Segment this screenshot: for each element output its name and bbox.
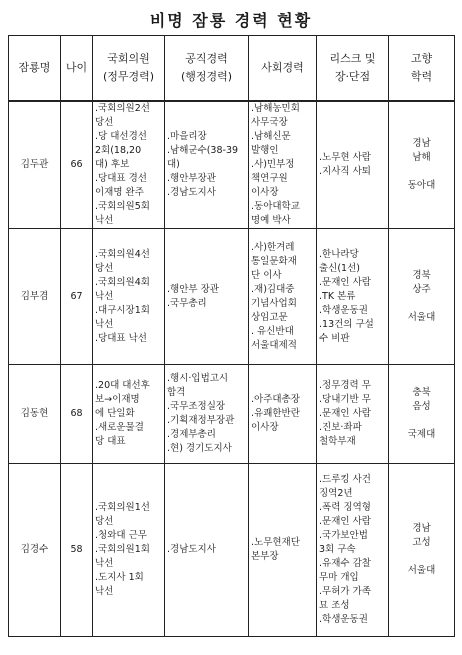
assembly-line: 2회(18,20 bbox=[95, 145, 142, 156]
risk-line: .노무현 사람 bbox=[319, 152, 371, 163]
public-line: .경제부총리 bbox=[167, 429, 216, 440]
social-line: 단 이사 bbox=[251, 269, 282, 281]
header-social: 사회경력 bbox=[249, 36, 317, 102]
assembly-line: .청와대 근무 bbox=[95, 530, 147, 541]
public-line: .국무조정실장 bbox=[167, 401, 226, 412]
hometown-line: 충북 bbox=[412, 387, 431, 398]
table-row bbox=[9, 464, 455, 637]
risk-line: 3회 구속 bbox=[319, 544, 356, 555]
social-line: . 유신반대 bbox=[251, 325, 294, 337]
cell-name: 김동현 bbox=[9, 365, 61, 464]
public-line: 대) bbox=[167, 159, 180, 170]
social-line: 이사장 bbox=[251, 187, 279, 198]
table-row bbox=[9, 101, 455, 229]
assembly-line: 낙선 bbox=[95, 215, 114, 226]
cell-hometown bbox=[389, 365, 455, 464]
cell-assembly bbox=[93, 229, 165, 365]
social-line: .사)민부정 bbox=[251, 159, 295, 170]
public-line: .행시·입법고시 bbox=[167, 373, 229, 384]
page-title: 비명 잠룡 경력 현황 bbox=[149, 11, 313, 30]
header-hometown-line2: 학력 bbox=[410, 70, 433, 83]
hometown-line: 동아대 bbox=[407, 180, 436, 191]
cell-risk bbox=[317, 365, 389, 464]
public-line: .현) 경기도지사 bbox=[167, 443, 232, 454]
social-line: .남해신문 bbox=[251, 131, 291, 142]
risk-line: .진보·좌파 bbox=[319, 422, 362, 433]
public-line: .경남도지사 bbox=[167, 187, 216, 198]
cell-age: 68 bbox=[61, 365, 93, 464]
cell-risk bbox=[317, 229, 389, 365]
cell-public bbox=[165, 365, 249, 464]
assembly-line: 에 단일화 bbox=[95, 408, 135, 419]
public-line: .행안부장관 bbox=[167, 173, 216, 184]
risk-line: .TK 본류 bbox=[319, 290, 356, 302]
risk-line: .문재인 사람 bbox=[319, 276, 371, 288]
header-assembly bbox=[93, 36, 165, 102]
assembly-line: 낙선 bbox=[95, 558, 114, 569]
public-line: .마을리장 bbox=[167, 131, 207, 142]
social-line: .동아대학교 bbox=[251, 201, 300, 212]
public-line: .기획재정부장관 bbox=[167, 415, 235, 426]
table-row bbox=[9, 229, 455, 365]
hometown-line: 남해 bbox=[412, 152, 431, 163]
header-name: 잠룡명 bbox=[9, 36, 61, 102]
hometown-line: 서울대 bbox=[407, 311, 436, 323]
social-line: 상임고문 bbox=[251, 311, 288, 323]
hometown-line bbox=[390, 550, 453, 564]
cell-age: 67 bbox=[61, 229, 93, 365]
header-risk-line2: 장·단점 bbox=[334, 70, 371, 83]
header-age: 나이 bbox=[61, 36, 93, 102]
header-risk bbox=[317, 36, 389, 102]
cell-name: 김두관 bbox=[9, 101, 61, 229]
hometown-line: 경남 bbox=[412, 138, 431, 149]
social-line: .노무현재단 bbox=[251, 537, 300, 548]
assembly-line: 당선 bbox=[95, 516, 114, 527]
header-assembly-line1: 국회의원 bbox=[107, 52, 150, 65]
header-public bbox=[165, 36, 249, 102]
table-row bbox=[9, 365, 455, 464]
assembly-line: .20대 대선후 bbox=[95, 380, 150, 391]
cell-social bbox=[249, 365, 317, 464]
assembly-line: .도지사 1회 bbox=[95, 572, 144, 583]
assembly-line: .국회의원4회 bbox=[95, 276, 150, 288]
public-line: .남해군수(38-39 bbox=[167, 145, 239, 156]
social-line: 통일문화재 bbox=[251, 255, 297, 267]
cell-public bbox=[165, 464, 249, 637]
assembly-line: .대구시장1회 bbox=[95, 304, 150, 316]
risk-line: .지사직 사퇴 bbox=[319, 166, 371, 177]
hometown-line bbox=[390, 165, 453, 179]
header-hometown-line1: 고향 bbox=[410, 52, 433, 65]
public-line: .경남도지사 bbox=[167, 544, 216, 555]
cell-hometown bbox=[389, 229, 455, 365]
public-line: .국무총리 bbox=[167, 297, 207, 309]
assembly-line: .당대표 경선 bbox=[95, 173, 147, 184]
hometown-line bbox=[390, 297, 453, 311]
social-line: 사무국장 bbox=[251, 117, 288, 128]
risk-line: .13건의 구설 bbox=[319, 318, 374, 330]
cell-age: 58 bbox=[61, 464, 93, 637]
cell-hometown bbox=[389, 101, 455, 229]
assembly-line: .새로운물결 bbox=[95, 422, 144, 433]
assembly-line: 낙선 bbox=[95, 586, 114, 597]
social-line: 서울대제적 bbox=[251, 339, 297, 351]
header-public-line1: 공직경력 bbox=[185, 52, 228, 65]
social-line: 기념사업회 bbox=[251, 297, 297, 309]
social-line: 이사장 bbox=[251, 422, 279, 433]
cell-social bbox=[249, 229, 317, 365]
public-line: .행안부 장관 bbox=[167, 283, 219, 295]
hometown-line: 고성 bbox=[412, 537, 431, 548]
risk-line: 수 비판 bbox=[319, 332, 350, 344]
risk-line: .학생운동권 bbox=[319, 614, 368, 625]
header-risk-line1: 리스크 및 bbox=[329, 52, 376, 65]
assembly-line: 당선 bbox=[95, 262, 114, 274]
assembly-line: 당선 bbox=[95, 117, 114, 128]
social-line: .재)김대중 bbox=[251, 283, 295, 295]
cell-assembly bbox=[93, 365, 165, 464]
cell-name: 김경수 bbox=[9, 464, 61, 637]
assembly-line: .국회의원2선 bbox=[95, 103, 150, 114]
assembly-line: .당 대선경선 bbox=[95, 131, 147, 142]
hometown-line: 음성 bbox=[412, 401, 431, 412]
assembly-line: 이재명 완주 bbox=[95, 187, 144, 198]
header-hometown bbox=[389, 36, 455, 102]
assembly-line: 낙선 bbox=[95, 290, 114, 302]
risk-line: .학생운동권 bbox=[319, 304, 368, 316]
risk-line: .당내기반 무 bbox=[319, 394, 371, 405]
hometown-line: 서울대 bbox=[407, 565, 436, 576]
assembly-line: 대) 후보 bbox=[95, 159, 130, 170]
risk-line: 묘 조성 bbox=[319, 600, 350, 611]
risk-line: 출신(1선) bbox=[319, 262, 360, 274]
risk-line: .한나라당 bbox=[319, 248, 359, 260]
assembly-line: 보→이재명 bbox=[95, 394, 140, 405]
risk-line: .문재인 사람 bbox=[319, 516, 371, 527]
cell-social bbox=[249, 101, 317, 229]
hometown-line bbox=[390, 414, 453, 428]
risk-line: 철학부재 bbox=[319, 436, 356, 447]
social-line: 명예 박사 bbox=[251, 215, 291, 226]
cell-risk bbox=[317, 101, 389, 229]
assembly-line: .당대표 낙선 bbox=[95, 332, 147, 344]
assembly-line: 낙선 bbox=[95, 318, 114, 330]
assembly-line: .국회의원4선 bbox=[95, 248, 150, 260]
cell-assembly bbox=[93, 464, 165, 637]
cell-name: 김부겸 bbox=[9, 229, 61, 365]
public-line: 합격 bbox=[167, 387, 186, 398]
social-line: .남해농민회 bbox=[251, 103, 300, 114]
social-line: 발행인 bbox=[251, 145, 279, 156]
risk-line: .문재인 사람 bbox=[319, 408, 371, 419]
risk-line: .국가보안법 bbox=[319, 530, 368, 541]
career-table bbox=[8, 35, 455, 637]
risk-line: 징역2년 bbox=[319, 488, 353, 499]
assembly-line: .국회의원1회 bbox=[95, 544, 150, 555]
risk-line: 무마 개입 bbox=[319, 572, 359, 583]
cell-age: 66 bbox=[61, 101, 93, 229]
cell-public bbox=[165, 229, 249, 365]
header-row bbox=[9, 36, 455, 102]
assembly-line: .국회의원1선 bbox=[95, 502, 150, 513]
hometown-line: 경북 bbox=[412, 269, 431, 281]
social-line: 책연구원 bbox=[251, 173, 288, 184]
assembly-line: .국회의원5회 bbox=[95, 201, 150, 212]
header-public-line2: (행정경력) bbox=[180, 70, 233, 83]
risk-line: .무허가 가족 bbox=[319, 586, 371, 597]
risk-line: .폭력 징역형 bbox=[319, 502, 371, 513]
hometown-line: 국제대 bbox=[407, 429, 436, 440]
risk-line: .정무경력 무 bbox=[319, 380, 371, 391]
header-assembly-line2: (정무경력) bbox=[102, 70, 155, 83]
cell-social bbox=[249, 464, 317, 637]
social-line: 본부장 bbox=[251, 551, 279, 562]
risk-line: .드루킹 사건 bbox=[319, 474, 371, 485]
assembly-line: 당 대표 bbox=[95, 436, 126, 447]
risk-line: .유재수 감찰 bbox=[319, 558, 371, 569]
social-line: .사)한겨레 bbox=[251, 241, 295, 253]
hometown-line: 상주 bbox=[412, 283, 431, 295]
cell-hometown bbox=[389, 464, 455, 637]
social-line: .아주대총장 bbox=[251, 394, 300, 405]
hometown-line: 경남 bbox=[412, 523, 431, 534]
social-line: .유쾌한반란 bbox=[251, 408, 300, 419]
cell-public bbox=[165, 101, 249, 229]
cell-risk bbox=[317, 464, 389, 637]
cell-assembly bbox=[93, 101, 165, 229]
